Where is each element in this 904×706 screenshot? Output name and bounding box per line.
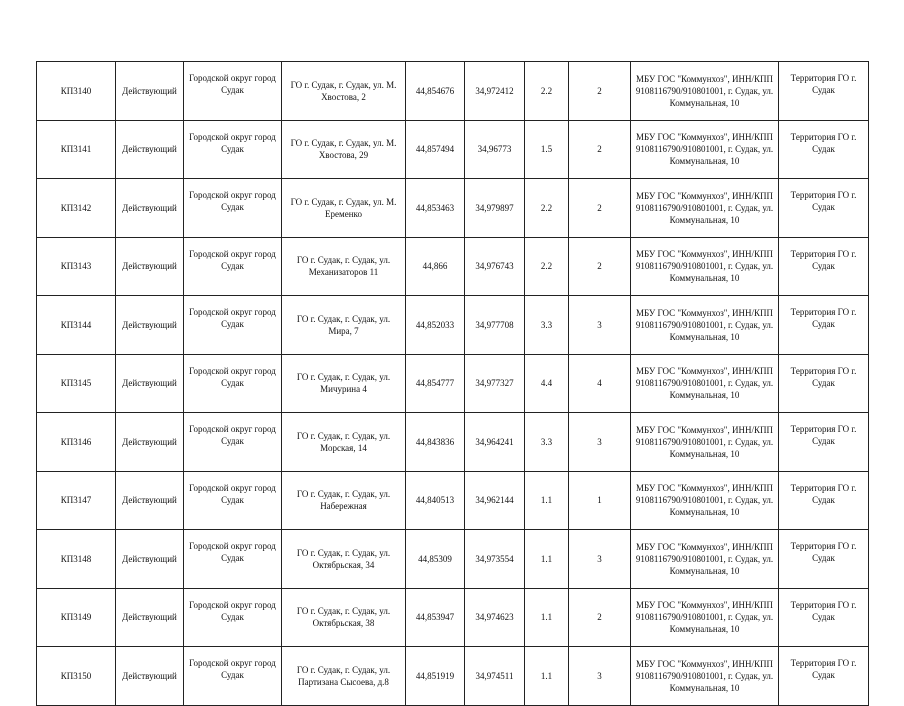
district-cell: Городской округ город Судак: [184, 413, 282, 472]
longitude-cell: 34,964241: [465, 413, 525, 472]
latitude-cell: 44,857494: [406, 120, 465, 179]
latitude-cell: 44,853463: [406, 179, 465, 238]
owner-cell: МБУ ГОС "Коммунхоз", ИНН/КПП 9108116790/910801001, г. Судак, ул. Коммунальная, 10: [631, 413, 779, 472]
point-id-cell: КП3140: [37, 62, 116, 121]
territory-cell: Территория ГО г. Судак: [779, 237, 869, 296]
latitude-cell: 44,843836: [406, 413, 465, 472]
container-count-cell: 2: [569, 237, 631, 296]
owner-cell: МБУ ГОС "Коммунхоз", ИНН/КПП 9108116790/910801001, г. Судак, ул. Коммунальная, 10: [631, 237, 779, 296]
district-cell: Городской округ город Судак: [184, 120, 282, 179]
area-cell: 3.3: [525, 413, 569, 472]
district-cell: Городской округ город Судак: [184, 647, 282, 706]
table-row: [37, 588, 869, 647]
longitude-cell: 34,96773: [465, 120, 525, 179]
owner-cell: МБУ ГОС "Коммунхоз", ИНН/КПП 9108116790/910801001, г. Судак, ул. Коммунальная, 10: [631, 296, 779, 355]
container-count-cell: 2: [569, 62, 631, 121]
latitude-cell: 44,853947: [406, 588, 465, 647]
territory-cell: Территория ГО г. Судак: [779, 296, 869, 355]
container-count-cell: 3: [569, 296, 631, 355]
container-count-cell: 2: [569, 588, 631, 647]
territory-cell: Территория ГО г. Судак: [779, 354, 869, 413]
owner-cell: МБУ ГОС "Коммунхоз", ИНН/КПП 9108116790/910801001, г. Судак, ул. Коммунальная, 10: [631, 62, 779, 121]
status-cell: Действующий: [116, 237, 184, 296]
owner-cell: МБУ ГОС "Коммунхоз", ИНН/КПП 9108116790/910801001, г. Судак, ул. Коммунальная, 10: [631, 588, 779, 647]
territory-cell: Территория ГО г. Судак: [779, 179, 869, 238]
longitude-cell: 34,977708: [465, 296, 525, 355]
table-row: [37, 296, 869, 355]
table-body: [37, 62, 869, 706]
longitude-cell: 34,972412: [465, 62, 525, 121]
table-row: [37, 471, 869, 530]
status-cell: Действующий: [116, 413, 184, 472]
table-row: [37, 62, 869, 121]
area-cell: 1.1: [525, 588, 569, 647]
status-cell: Действующий: [116, 120, 184, 179]
address-cell: ГО г. Судак, г. Судак, ул. М. Еременко: [282, 179, 406, 238]
address-cell: ГО г. Судак, г. Судак, ул. М. Хвостова, 2: [282, 62, 406, 121]
address-cell: ГО г. Судак, г. Судак, ул. Набережная: [282, 471, 406, 530]
status-cell: Действующий: [116, 588, 184, 647]
table-row: [37, 120, 869, 179]
owner-cell: МБУ ГОС "Коммунхоз", ИНН/КПП 9108116790/910801001, г. Судак, ул. Коммунальная, 10: [631, 179, 779, 238]
address-cell: ГО г. Судак, г. Судак, ул. Партизана Сысоева, д.8: [282, 647, 406, 706]
owner-cell: МБУ ГОС "Коммунхоз", ИНН/КПП 9108116790/910801001, г. Судак, ул. Коммунальная, 10: [631, 354, 779, 413]
area-cell: 1.1: [525, 530, 569, 589]
table-row: [37, 179, 869, 238]
area-cell: 4.4: [525, 354, 569, 413]
address-cell: ГО г. Судак, г. Судак, ул. Мичурина 4: [282, 354, 406, 413]
point-id-cell: КП3149: [37, 588, 116, 647]
territory-cell: Территория ГО г. Судак: [779, 62, 869, 121]
territory-cell: Территория ГО г. Судак: [779, 120, 869, 179]
district-cell: Городской округ город Судак: [184, 296, 282, 355]
district-cell: Городской округ город Судак: [184, 179, 282, 238]
latitude-cell: 44,866: [406, 237, 465, 296]
longitude-cell: 34,977327: [465, 354, 525, 413]
table-row: [37, 413, 869, 472]
latitude-cell: 44,854777: [406, 354, 465, 413]
area-cell: 2.2: [525, 237, 569, 296]
address-cell: ГО г. Судак, г. Судак, ул. Механизаторов 11: [282, 237, 406, 296]
area-cell: 1.1: [525, 471, 569, 530]
district-cell: Городской округ город Судак: [184, 237, 282, 296]
status-cell: Действующий: [116, 354, 184, 413]
container-count-cell: 2: [569, 179, 631, 238]
territory-cell: Территория ГО г. Судак: [779, 647, 869, 706]
area-cell: 1.1: [525, 647, 569, 706]
owner-cell: МБУ ГОС "Коммунхоз", ИНН/КПП 9108116790/910801001, г. Судак, ул. Коммунальная, 10: [631, 471, 779, 530]
owner-cell: МБУ ГОС "Коммунхоз", ИНН/КПП 9108116790/910801001, г. Судак, ул. Коммунальная, 10: [631, 120, 779, 179]
latitude-cell: 44,852033: [406, 296, 465, 355]
point-id-cell: КП3145: [37, 354, 116, 413]
container-count-cell: 3: [569, 413, 631, 472]
container-count-cell: 4: [569, 354, 631, 413]
address-cell: ГО г. Судак, г. Судак, ул. Морская, 14: [282, 413, 406, 472]
container-count-cell: 3: [569, 647, 631, 706]
point-id-cell: КП3142: [37, 179, 116, 238]
territory-cell: Территория ГО г. Судак: [779, 471, 869, 530]
table-row: [37, 647, 869, 706]
status-cell: Действующий: [116, 471, 184, 530]
longitude-cell: 34,979897: [465, 179, 525, 238]
point-id-cell: КП3143: [37, 237, 116, 296]
collection-points-table: [36, 61, 869, 706]
container-count-cell: 3: [569, 530, 631, 589]
status-cell: Действующий: [116, 179, 184, 238]
district-cell: Городской округ город Судак: [184, 62, 282, 121]
container-count-cell: 2: [569, 120, 631, 179]
longitude-cell: 34,974623: [465, 588, 525, 647]
owner-cell: МБУ ГОС "Коммунхоз", ИНН/КПП 9108116790/910801001, г. Судак, ул. Коммунальная, 10: [631, 647, 779, 706]
area-cell: 2.2: [525, 179, 569, 238]
longitude-cell: 34,976743: [465, 237, 525, 296]
point-id-cell: КП3148: [37, 530, 116, 589]
table-row: [37, 237, 869, 296]
point-id-cell: КП3141: [37, 120, 116, 179]
district-cell: Городской округ город Судак: [184, 530, 282, 589]
owner-cell: МБУ ГОС "Коммунхоз", ИНН/КПП 9108116790/910801001, г. Судак, ул. Коммунальная, 10: [631, 530, 779, 589]
longitude-cell: 34,974511: [465, 647, 525, 706]
point-id-cell: КП3147: [37, 471, 116, 530]
address-cell: ГО г. Судак, г. Судак, ул. Мира, 7: [282, 296, 406, 355]
latitude-cell: 44,840513: [406, 471, 465, 530]
territory-cell: Территория ГО г. Судак: [779, 530, 869, 589]
status-cell: Действующий: [116, 62, 184, 121]
district-cell: Городской округ город Судак: [184, 354, 282, 413]
latitude-cell: 44,851919: [406, 647, 465, 706]
status-cell: Действующий: [116, 647, 184, 706]
longitude-cell: 34,962144: [465, 471, 525, 530]
territory-cell: Территория ГО г. Судак: [779, 413, 869, 472]
status-cell: Действующий: [116, 530, 184, 589]
area-cell: 2.2: [525, 62, 569, 121]
table-row: [37, 530, 869, 589]
table-row: [37, 354, 869, 413]
point-id-cell: КП3146: [37, 413, 116, 472]
district-cell: Городской округ город Судак: [184, 471, 282, 530]
container-count-cell: 1: [569, 471, 631, 530]
latitude-cell: 44,85309: [406, 530, 465, 589]
address-cell: ГО г. Судак, г. Судак, ул. Октябрьская, 34: [282, 530, 406, 589]
address-cell: ГО г. Судак, г. Судак, ул. М. Хвостова, 29: [282, 120, 406, 179]
area-cell: 1.5: [525, 120, 569, 179]
point-id-cell: КП3144: [37, 296, 116, 355]
district-cell: Городской округ город Судак: [184, 588, 282, 647]
status-cell: Действующий: [116, 296, 184, 355]
area-cell: 3.3: [525, 296, 569, 355]
longitude-cell: 34,973554: [465, 530, 525, 589]
point-id-cell: КП3150: [37, 647, 116, 706]
address-cell: ГО г. Судак, г. Судак, ул. Октябрьская, 38: [282, 588, 406, 647]
latitude-cell: 44,854676: [406, 62, 465, 121]
territory-cell: Территория ГО г. Судак: [779, 588, 869, 647]
